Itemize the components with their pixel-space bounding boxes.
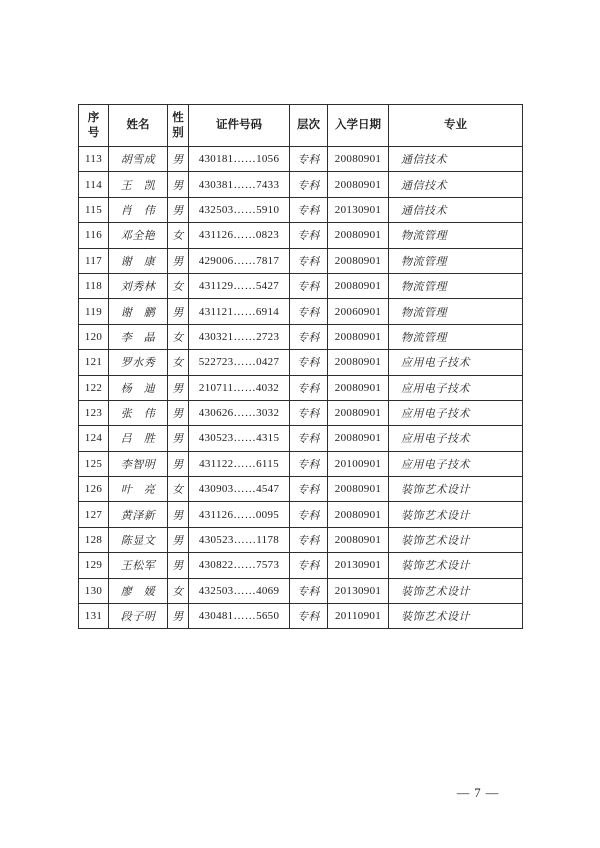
cell-gender: 女 <box>168 350 189 375</box>
table-row <box>79 299 523 324</box>
cell-seq: 123 <box>79 400 109 425</box>
cell-gender: 男 <box>168 502 189 527</box>
cell-seq: 113 <box>79 147 109 172</box>
cell-major: 应用电子技术 <box>389 451 523 476</box>
cell-level: 专科 <box>290 426 328 451</box>
cell-level: 专科 <box>290 147 328 172</box>
cell-seq: 120 <box>79 324 109 349</box>
cell-enroll-date: 20130901 <box>328 197 389 222</box>
cell-id-number: 210711……4032 <box>189 375 290 400</box>
cell-name: 段子明 <box>109 604 168 629</box>
cell-major: 物流管理 <box>389 223 523 248</box>
cell-enroll-date: 20080901 <box>328 426 389 451</box>
cell-major: 装饰艺术设计 <box>389 578 523 603</box>
cell-gender: 男 <box>168 172 189 197</box>
cell-id-number: 431126……0823 <box>189 223 290 248</box>
table-row <box>79 578 523 603</box>
cell-id-number: 430481……5650 <box>189 604 290 629</box>
header-cell-seq <box>79 105 109 147</box>
cell-enroll-date: 20130901 <box>328 578 389 603</box>
cell-seq: 129 <box>79 553 109 578</box>
cell-seq: 115 <box>79 197 109 222</box>
cell-id-number: 430626……3032 <box>189 400 290 425</box>
cell-id-number: 432503……5910 <box>189 197 290 222</box>
cell-enroll-date: 20100901 <box>328 451 389 476</box>
cell-name: 李 晶 <box>109 324 168 349</box>
cell-gender: 男 <box>168 553 189 578</box>
cell-seq: 118 <box>79 273 109 298</box>
cell-gender: 男 <box>168 197 189 222</box>
header-cell-major: 专业 <box>389 105 523 147</box>
cell-major: 装饰艺术设计 <box>389 502 523 527</box>
cell-id-number: 430523……1178 <box>189 527 290 552</box>
table-row <box>79 324 523 349</box>
cell-seq: 114 <box>79 172 109 197</box>
header-row <box>79 105 523 147</box>
cell-level: 专科 <box>290 527 328 552</box>
cell-level: 专科 <box>290 172 328 197</box>
cell-major: 装饰艺术设计 <box>389 604 523 629</box>
cell-level: 专科 <box>290 324 328 349</box>
table-row <box>79 147 523 172</box>
cell-level: 专科 <box>290 350 328 375</box>
cell-enroll-date: 20080901 <box>328 400 389 425</box>
cell-major: 通信技术 <box>389 197 523 222</box>
cell-level: 专科 <box>290 477 328 502</box>
table-row <box>79 223 523 248</box>
cell-seq: 126 <box>79 477 109 502</box>
table-row <box>79 350 523 375</box>
table-row <box>79 604 523 629</box>
cell-enroll-date: 20110901 <box>328 604 389 629</box>
cell-seq: 122 <box>79 375 109 400</box>
cell-seq: 125 <box>79 451 109 476</box>
cell-major: 装饰艺术设计 <box>389 527 523 552</box>
cell-id-number: 430523……4315 <box>189 426 290 451</box>
cell-seq: 116 <box>79 223 109 248</box>
table-row <box>79 426 523 451</box>
page-number: — 7 — <box>456 786 500 800</box>
cell-enroll-date: 20080901 <box>328 324 389 349</box>
cell-major: 物流管理 <box>389 273 523 298</box>
cell-major: 通信技术 <box>389 147 523 172</box>
table-row <box>79 477 523 502</box>
cell-enroll-date: 20080901 <box>328 248 389 273</box>
cell-major: 物流管理 <box>389 299 523 324</box>
cell-name: 邓全艳 <box>109 223 168 248</box>
table-row <box>79 375 523 400</box>
header-cell-gender <box>168 105 189 147</box>
cell-gender: 男 <box>168 375 189 400</box>
table-body <box>79 147 523 629</box>
cell-enroll-date: 20080901 <box>328 223 389 248</box>
cell-level: 专科 <box>290 502 328 527</box>
cell-gender: 男 <box>168 604 189 629</box>
cell-name: 胡雪成 <box>109 147 168 172</box>
cell-id-number: 432503……4069 <box>189 578 290 603</box>
cell-enroll-date: 20130901 <box>328 553 389 578</box>
header-cell-id-number: 证件号码 <box>189 105 290 147</box>
table-row <box>79 197 523 222</box>
cell-id-number: 430822……7573 <box>189 553 290 578</box>
cell-gender: 男 <box>168 426 189 451</box>
cell-gender: 男 <box>168 527 189 552</box>
cell-level: 专科 <box>290 553 328 578</box>
cell-gender: 男 <box>168 147 189 172</box>
cell-id-number: 430181……1056 <box>189 147 290 172</box>
cell-enroll-date: 20080901 <box>328 477 389 502</box>
cell-level: 专科 <box>290 451 328 476</box>
cell-enroll-date: 20080901 <box>328 527 389 552</box>
cell-name: 吕 胜 <box>109 426 168 451</box>
cell-level: 专科 <box>290 400 328 425</box>
cell-enroll-date: 20080901 <box>328 350 389 375</box>
cell-level: 专科 <box>290 375 328 400</box>
cell-seq: 117 <box>79 248 109 273</box>
cell-id-number: 430321……2723 <box>189 324 290 349</box>
cell-level: 专科 <box>290 248 328 273</box>
student-roster-table <box>78 104 523 629</box>
cell-id-number: 431129……5427 <box>189 273 290 298</box>
cell-major: 装饰艺术设计 <box>389 553 523 578</box>
cell-name: 叶 亮 <box>109 477 168 502</box>
cell-major: 物流管理 <box>389 248 523 273</box>
cell-name: 刘秀林 <box>109 273 168 298</box>
cell-gender: 男 <box>168 451 189 476</box>
header-cell-level: 层次 <box>290 105 328 147</box>
cell-name: 廖 媛 <box>109 578 168 603</box>
cell-id-number: 431121……6914 <box>189 299 290 324</box>
header-label-gender: 性别 <box>172 112 184 139</box>
cell-gender: 男 <box>168 400 189 425</box>
table-row <box>79 451 523 476</box>
cell-major: 应用电子技术 <box>389 426 523 451</box>
cell-enroll-date: 20080901 <box>328 375 389 400</box>
cell-major: 通信技术 <box>389 172 523 197</box>
cell-id-number: 522723……0427 <box>189 350 290 375</box>
cell-id-number: 431122……6115 <box>189 451 290 476</box>
cell-level: 专科 <box>290 223 328 248</box>
table-row <box>79 273 523 298</box>
cell-major: 应用电子技术 <box>389 400 523 425</box>
cell-id-number: 429006……7817 <box>189 248 290 273</box>
table-row <box>79 248 523 273</box>
cell-name: 杨 迪 <box>109 375 168 400</box>
table-row <box>79 553 523 578</box>
cell-name: 王松军 <box>109 553 168 578</box>
cell-seq: 124 <box>79 426 109 451</box>
header-cell-enroll-date: 入学日期 <box>328 105 389 147</box>
cell-id-number: 431126……0095 <box>189 502 290 527</box>
cell-name: 谢 鹏 <box>109 299 168 324</box>
header-label-seq: 序号 <box>87 112 100 139</box>
cell-enroll-date: 20080901 <box>328 172 389 197</box>
cell-seq: 128 <box>79 527 109 552</box>
cell-seq: 131 <box>79 604 109 629</box>
cell-seq: 130 <box>79 578 109 603</box>
cell-name: 陈显文 <box>109 527 168 552</box>
cell-enroll-date: 20080901 <box>328 502 389 527</box>
cell-name: 罗水秀 <box>109 350 168 375</box>
cell-seq: 127 <box>79 502 109 527</box>
cell-gender: 女 <box>168 273 189 298</box>
cell-gender: 女 <box>168 578 189 603</box>
cell-gender: 男 <box>168 299 189 324</box>
cell-major: 装饰艺术设计 <box>389 477 523 502</box>
cell-name: 李智明 <box>109 451 168 476</box>
cell-name: 黄泽新 <box>109 502 168 527</box>
table-row <box>79 527 523 552</box>
header-cell-name: 姓名 <box>109 105 168 147</box>
cell-gender: 女 <box>168 223 189 248</box>
cell-name: 谢 康 <box>109 248 168 273</box>
cell-major: 应用电子技术 <box>389 375 523 400</box>
cell-name: 肖 伟 <box>109 197 168 222</box>
table-header <box>79 105 523 147</box>
table-row <box>79 172 523 197</box>
cell-name: 张 伟 <box>109 400 168 425</box>
cell-id-number: 430903……4547 <box>189 477 290 502</box>
cell-level: 专科 <box>290 197 328 222</box>
cell-level: 专科 <box>290 299 328 324</box>
cell-level: 专科 <box>290 273 328 298</box>
cell-major: 应用电子技术 <box>389 350 523 375</box>
cell-enroll-date: 20080901 <box>328 147 389 172</box>
cell-gender: 女 <box>168 477 189 502</box>
cell-enroll-date: 20080901 <box>328 273 389 298</box>
cell-enroll-date: 20060901 <box>328 299 389 324</box>
table-row <box>79 502 523 527</box>
cell-gender: 男 <box>168 248 189 273</box>
cell-level: 专科 <box>290 604 328 629</box>
cell-gender: 女 <box>168 324 189 349</box>
table-row <box>79 400 523 425</box>
cell-seq: 121 <box>79 350 109 375</box>
cell-major: 物流管理 <box>389 324 523 349</box>
cell-seq: 119 <box>79 299 109 324</box>
cell-level: 专科 <box>290 578 328 603</box>
cell-name: 王 凯 <box>109 172 168 197</box>
cell-id-number: 430381……7433 <box>189 172 290 197</box>
